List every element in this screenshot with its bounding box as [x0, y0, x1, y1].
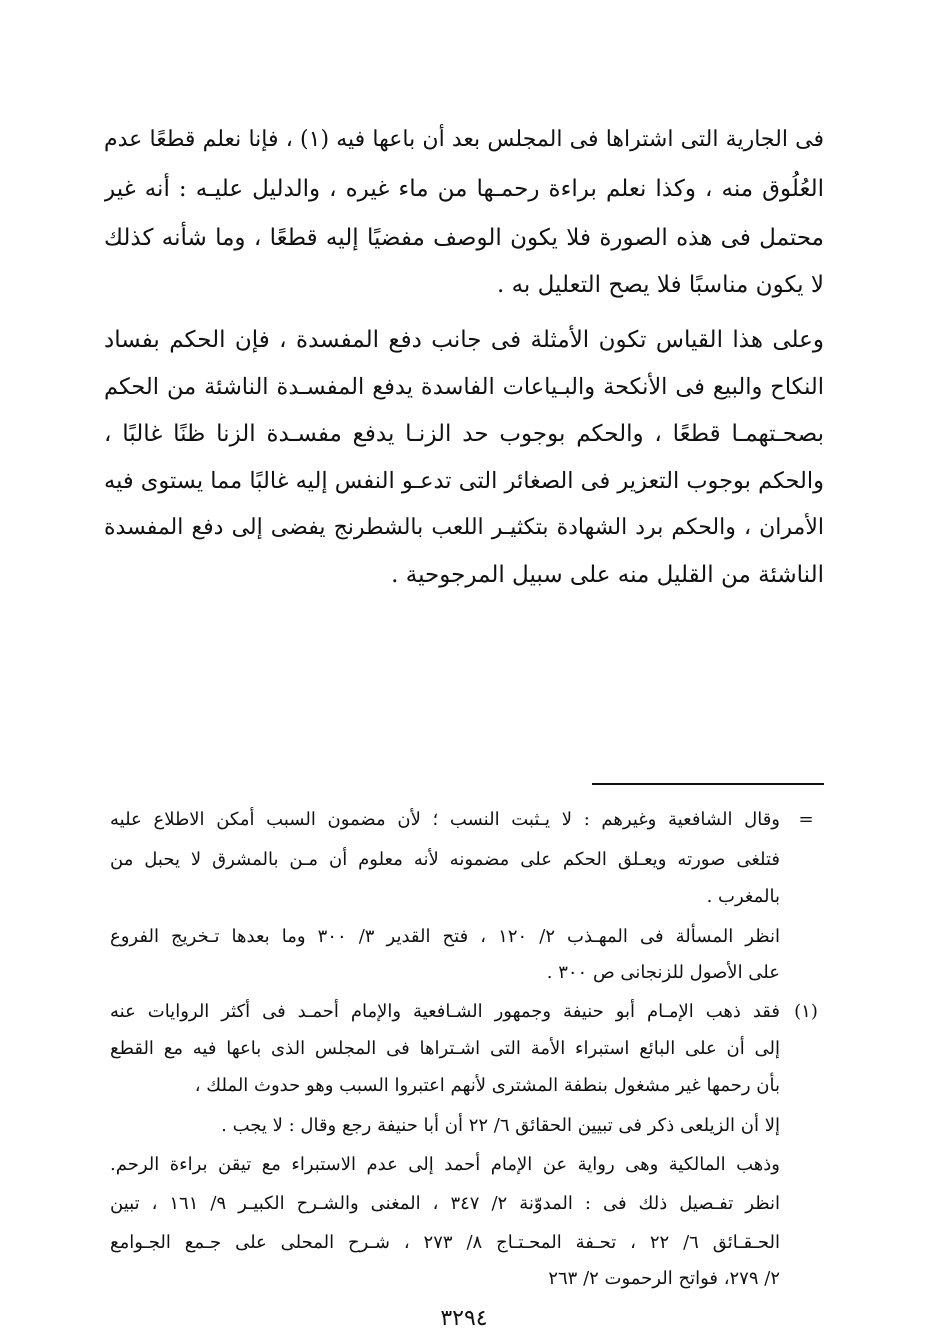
footnote-line: إلا أن الزيلعى ذكر فى تبيين الحقائق ٦/ ٢٢ أن أبا حنيفة رجع وقال : لا يجب .: [221, 1115, 780, 1136]
body-line: النكاح والبيع فى الأنكحة والبـياعات الفاسدة يدفع المفسـدة الناشئة من الحكم: [104, 374, 824, 400]
body-line: الأمران ، والحكم برد الشهادة بتكثيـر اللعب بالشطرنج يفضى إلى دفع المفسدة: [104, 515, 824, 540]
footnote-line: وقال الشافعية وغيرهم : لا يـثبت النسب ؛ لأن مضمون السبب أمكن الاطلاع عليه: [110, 809, 780, 830]
footnote-line: بالمغرب .: [706, 886, 780, 907]
body-line: محتمل فى هذه الصورة فلا يكون الوصف مفضيًا إليه قطعًا ، وما شأنه كذلك: [104, 225, 824, 251]
page-number: ٣٢٩٤: [440, 1306, 488, 1331]
footnote-continuation-marker: =: [798, 809, 814, 830]
body-line: الناشئة من القليل منه على سبيل المرجوحية .: [391, 562, 824, 588]
body-line-indented: وعلى هذا القياس تكون الأمثلة فى جانب دفع المفسدة ، فإن الحكم بفساد: [104, 327, 824, 353]
footnote-line: إلى أن على البائع استبراء الأمة التى اشـتراها فى المجلس الذى باعها فيه مع القطع: [110, 1038, 780, 1059]
footnote-line: بأن رحمها غير مشغول بنطفة المشترى لأنهم اعتبروا السبب وهو حدوث الملك ،: [194, 1075, 780, 1096]
footnote-line: فقد ذهب الإمـام أبو حنيفة وجمهور الشـافعية والإمام أحمـد فى أكثر الروايات عنه: [110, 1001, 780, 1022]
body-line: بصحـتهمـا قطعًا ، والحكم بوجوب حد الزنـا يدفع مفسـدة الزنا ظنًا غالبًا ،: [104, 421, 824, 447]
footnote-line: انظر المسألة فى المهـذب ٢/ ١٢٠ ، فتح القدير ٣/ ٣٠٠ وما بعدها تـخريج الفروع: [110, 926, 780, 947]
body-line: والحكم بوجوب التعزير فى الصغائر التى تدعـو النفس إليه غالبًا مما يستوى فيه: [104, 468, 824, 494]
footnote-line: على الأصول للزنجانى ص ٣٠٠ .: [546, 962, 780, 983]
footnote-1-marker: (١): [794, 1001, 818, 1022]
footnote-line: وذهب المالكية وهى رواية عن الإمام أحمد إلى عدم الاستبراء مع تيقن براءة الرحم.: [110, 1154, 780, 1175]
footnote-line: فتلغى صورته ويعـلق الحكم على مضمونه لأنه معلوم أن مـن بالمشرق لا يحبل من: [110, 849, 780, 870]
footnote-line: ٢/ ٢٧٩، فواتح الرحموت ٢/ ٢٦٣: [548, 1268, 780, 1289]
body-line: لا يكون مناسبًا فلا يصح التعليل به .: [496, 272, 824, 298]
footnote-line: الحـقـائق ٦/ ٢٢ ، تحـفة المحـتـاج ٨/ ٢٧٣ ، شـرح المحلى على جـمع الجـوامع: [110, 1232, 780, 1253]
body-line: العُلُوق منه ، وكذا نعلم براءة رحمـها من ماء غيره ، والدليل عليـه : أنه غير: [104, 176, 824, 202]
footnote-line: انظر تفـصيل ذلك فى : المدوّنة ٢/ ٣٤٧ ، المغنى والشـرح الكبيـر ٩/ ١٦١ ، تبين: [110, 1193, 780, 1214]
footnote-separator: [592, 783, 824, 785]
body-line: فى الجارية التى اشتراها فى المجلس بعد أن باعها فيه (١) ، فإنا نعلم قطعًا عدم: [104, 127, 824, 152]
